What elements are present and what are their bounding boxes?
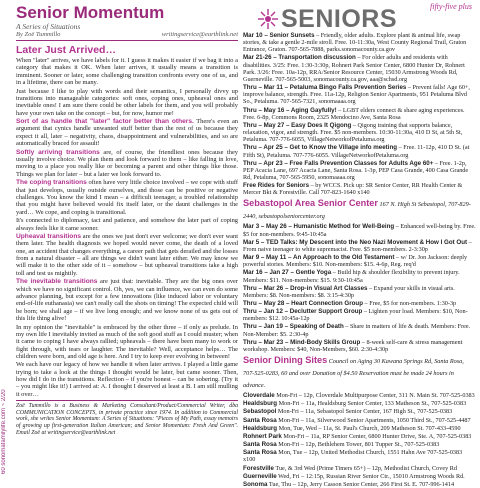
event-title: Thru – May 27 – Easy Does It Qigong (243, 121, 352, 129)
article-paragraph (16, 324, 238, 361)
column-title: Senior Momentum (16, 3, 165, 22)
event-title: Mar 21-26 – Transportation discussion (243, 54, 356, 62)
events-list (243, 32, 476, 196)
column-byline (16, 31, 238, 41)
dining-heading (243, 355, 476, 391)
event-title: Rohnert Park (243, 432, 282, 440)
article-title: Later Just Arrived… (16, 44, 116, 56)
event-details: – LGBT elders connect & share aging experiences. Free. 6-8p, Commons Room, 2325 Mendocino Ave, Santa Rosa (243, 106, 465, 121)
event-details: Mon-Fri – 11a, Healdsburg Senior Center, 133 Matheson St., 707-525-0383 (277, 400, 467, 408)
paragraph-text: We each have our legacy of how we handle it when later arrives. I played a little game trying to take a look at the things I thought would be later, but came sooner. Then, how did I do in the transitions. Reflection – if you're honest – can be sobering. (Try it – you might like it!) I arrived at: A. I thought I deserved at least a B. I am still mulling it over… (16, 361, 238, 398)
event-title: Thru – Mar 23 – Mind-Body Skills Group (243, 338, 361, 346)
event-details: – Lighten your load. Members: $10, Non-members: $12. 10:45a-12p (243, 308, 468, 323)
event-title: Thru – Apr 25 – Get to Know the Village info meeting (243, 144, 398, 152)
event-title: Forestville (243, 464, 274, 472)
event-title: Healdsburg (243, 424, 278, 432)
event-item (243, 308, 476, 322)
article-paragraph (16, 361, 238, 398)
article-paragraph (16, 233, 238, 277)
paragraph-text: Just because I like to play with words and their semantics, I personally divvy up transitions into manageable categories: soft ones, coping ones, upheaval ones and inevitable ones! I am sure there could be other labels for them, and you will probably have your own take on the concept – but, for now, humor me! (16, 87, 238, 117)
event-item (243, 32, 476, 53)
event-details: – Free. 11-12p, 410 D St. (at Fifth St), Petaluma. 707-776-6055. VillageNetworkofPetaluma.org (243, 144, 470, 159)
event-title: Cloverdale (243, 392, 275, 400)
paragraph-text: are the ones we just don't ever welcome; we don't ever want them later. The health diagnosis we hoped would never come, the death of a loved one, an accident that changes everything, a career path that gets derailed and the losses from a natural disaster – all are things we didn't want later either. We may know we will make it to the other side of it – somehow – but upheaval transitions take a high toll and test us mightily. (16, 233, 238, 277)
paragraph-text: It's connected to diplomacy, tact and patience, and somehow the later part of coping always feels like it came sooner. (16, 217, 238, 232)
event-details: Mon-Fri – 11a, Sebastopol Senior Center, 167 High St., 707-525-0383 (276, 408, 453, 416)
event-item (243, 269, 476, 283)
event-details: – w/ Dr. Jon Jackson: deeply powerful stories. Members: $10. Non-members: $15. 4-6p, Reg. req'd (243, 254, 468, 269)
event-item (243, 392, 476, 399)
seniors-header (243, 2, 476, 32)
event-title: Santa Rosa (243, 416, 277, 424)
event-item (243, 481, 476, 488)
event-title: Thru – Mar 11 – Petaluma Bingo Falls Prevention Series (243, 84, 407, 92)
event-details: – Qigong training that supports balance, relaxation, vigor, and strength. Free. $5 non-members. 10:30-11:30a, 410 D St, at 5th St, Petaluma. 707-776-6055, VillageNetworkofPetaluma.org (243, 121, 463, 144)
paragraph-text: are just that: inevitable. They are the big ones over which we have no significant control. Oh, yes, we can influence, we can even do some advance planning, but except for a few innovations (like induced labor or voluntary end-of-life euthanasia) we can't really call the shots on timing! The expected child will be born; we shall age – if we live long enough; and we know none of us gets out of this life thing alive! (16, 278, 238, 322)
event-details: Mon, Tue, Wed – 11a, St. Paul's Church, 209 Matheson St. 707-433-4590 (277, 424, 461, 432)
article-paragraph (16, 179, 238, 216)
event-title: Thru – Jan 19 – Speaking of Death (243, 323, 344, 331)
event-item (243, 84, 476, 105)
event-details: – Prevent falls! Age 60+, improve balance, strength. Free. 11a-12p, Religion Senior Apartments, 951 Petaluma Blvd So., Petaluma. 707-565-7321, sonomaaaa.org (243, 84, 470, 106)
article-paragraph (16, 57, 238, 86)
paragraph-text: When "later" arrives, we have labels for it. I guess it makes it easier if we bag it into a category that makes it OK. When later arrives, it usually means a transition is imminent. Sooner or later, some challenging transition confronts every one of us, and in a lifetime, there can be many. (16, 57, 238, 87)
event-title: Sebastopol (243, 408, 277, 416)
article-body (16, 57, 238, 398)
event-details: Tue, Thu – 12p, Jerry Casson Senior Center, 266 First St. E. 707-996-1414 (267, 480, 455, 488)
event-item (243, 254, 476, 268)
event-title: Santa Rosa (243, 449, 277, 457)
event-item (243, 433, 476, 440)
event-item (243, 400, 476, 407)
event-title: Thru – Apr 23 – Free Falls Prevention Classes for Adults Age 60+ (243, 159, 434, 167)
paragraph-text: are, of course, the friendliest ones because they usually involve choice. We plan them and look forward to them – like falling in love, moving to a place you really like or becoming a parent and other things like those. Things we plan for later – but a later we look forward to. (16, 148, 238, 178)
event-title: Mar 16 – Jan 27 – Gentle Yoga (243, 269, 332, 277)
event-details: Mon-Fri – 12p, Bethlehem Tower, 801 Tupper St., 707-525-0383 (276, 441, 440, 449)
event-title: Thru – Mar 26 – Drop-in Visual Art Classes (243, 284, 368, 292)
event-details: – Enhanced well-being by. Free. $5 for non-members. 9:45-10:45a (243, 223, 476, 238)
event-details: Mon-Fri – 12p, Cloverdale Multipurpose Center, 311 N. Main St. 707-525-0383 (274, 392, 475, 400)
paragraph-text: There's even an argument that cynics handle unwanted stuff better than the rest of us because they expect it all, later – negativity, chaos, disappointment and vulnerabilities, and so are automatically braced for assault! (16, 118, 239, 148)
event-item (243, 323, 476, 337)
event-item (243, 473, 476, 480)
event-item (243, 417, 476, 424)
event-item (243, 144, 476, 158)
event-title: Mar 9 – May 11 – An Approach to the Old Testament (243, 254, 395, 262)
author-email[interactable]: writingservice@earthlink.net (161, 31, 238, 38)
page-edge-strip (0, 0, 12, 480)
paragraph-text: often have very little choice involved – we cope with stuff that just develops, usually outside ourselves, and those can be positive or negative challenges. You know the kind I mean – a difficult teenager, a troubled relationship that you might have believed would fix itself later, or the daunt challenges in the yard… We cope, and coping is transitional. (16, 179, 238, 216)
event-item (243, 285, 476, 299)
event-item (243, 441, 476, 448)
event-title: Mar 3 – May 26 – Humanistic Method for Well-Being (243, 223, 395, 231)
event-title: Mar 10 – Senior Sunsets (243, 32, 315, 39)
author-bio: Zoë Tummillo is a Business & Marketing Consultant/Product/Commercial Writer, dba COMMUNICATION CONCEPTS, in private practice since 1974. In addition to Commercial work, she writes Senior Momentum: A Series of Situations: "Pieces of My Path, essay memoirs of growing up first-generation Italian American; and Senior Momentum: Fresh And Green". Email Zoë at writingservice@earthlink.net (16, 400, 238, 436)
article-paragraph (16, 88, 238, 117)
event-details: Mon-Fri – 11a, Silverwood Senior Apartments, 1050 Third St., 707-525-4487 (276, 416, 471, 424)
dining-sites-list (243, 392, 476, 488)
event-item (243, 223, 476, 237)
paragraph-lead: Sort of as handle that "later" factor better than others. (16, 118, 194, 126)
paragraph-lead: Softly arriving transitions (16, 148, 100, 156)
event-item (243, 425, 476, 432)
event-details: – Friendly, older adults. Explore plant & animal life, swap stories, & take a gentle 2-mile stroll. Free. 10-11:30a, West County Regional Trail, Graton Entrance, Graton. 707-565-7888, parks.sonomacounty.ca.gov (243, 32, 467, 54)
article-paragraph (16, 149, 238, 178)
event-item (243, 408, 476, 415)
sebastopol-heading (243, 198, 476, 222)
event-details: Mon, Tue – 12p, United Methodist Church, 1551 Hahn Ave 707-525-0383 x100 (243, 449, 463, 464)
event-item (243, 339, 476, 353)
age-tagline: fifty-five plus (430, 2, 472, 11)
paragraph-text: In my opinion the "inevitable" is embraced by the other three – if only as prelude. In my own life I inevitably invited as much of the soft good stuff as I could muster; when it came to coping I have always rallied; upheavals – there have been many to work or fight through, with tears or laughter. The inevitable? Well, acceptance helps… The children were born, and old age is here. And I try to keep ever evolving in between! (16, 323, 238, 360)
event-title: Thru – May 28 – Heart Connection Group (243, 300, 363, 307)
sebastopol-events-list (243, 223, 476, 353)
article-paragraph (16, 217, 238, 232)
article-paragraph (16, 278, 238, 322)
article-paragraph (16, 118, 238, 147)
event-title: Guerneville (243, 472, 277, 480)
event-item (243, 107, 476, 121)
seniors-heading: SENIORS (281, 5, 398, 33)
event-details: – From naive teenager to white supremacist. Free. $5 non-members. 2-3:30p (243, 238, 472, 253)
paragraph-lead: Upheaval transitions (16, 233, 82, 241)
sunburst-icon (257, 8, 279, 30)
sebastopol-title: Sebastopol Area Senior Center (243, 198, 378, 209)
event-item (243, 239, 476, 253)
event-details: – 8-week self-care & stress management workshop. Members: $40, Non-Members, $60. 2:30-4:30p (243, 338, 463, 353)
dining-note: Council on Aging 30 Kawana Springs Rd, Santa Rosa, 707-525-0283, 60 and over Donation of $4.50 Reservation must be made 24 hours in advance. (243, 358, 464, 390)
event-details: – Build hip & shoulder flexibility to prevent injury. Members: $11. Non-members: $15. 9:30-10:45a (243, 269, 460, 284)
dining-title: Senior Dining Sites (243, 355, 328, 366)
paragraph-lead: The coping transitions (16, 179, 87, 187)
event-title: Healdsburg (243, 400, 278, 408)
senior-momentum-column (16, 4, 238, 476)
event-item (243, 182, 476, 196)
event-details: Mon-Fri – 11a, RP Senior Center, 6800 Hunter Drive, Ste. A, 707-525-0383 (281, 432, 472, 440)
event-title: Free Rides for Seniors (243, 182, 310, 190)
event-details: Wed, Fri – 12:15p, Russian River Senior Ctr., 15010 Armstrong Woods Rd. (276, 472, 465, 480)
author-name: By Zoë Tummillo (16, 31, 61, 38)
column-subtitle: A Series of Situations (16, 22, 81, 31)
paragraph-lead: The inevitable transitions (16, 278, 98, 286)
event-details: – by WCCS. Pick up: SR Senior Center, RR Health Center & Mercer Bkt & Forestville. Call 707-823-1640 x140 (243, 182, 463, 197)
event-title: Mar 5 – TED Talks: My Descent into the Neo Nazi Movement & How I Got Out (243, 238, 468, 246)
page-footer-text: 60 sonomafamilylife.com ~ 2/20 (1, 389, 7, 474)
seniors-calendar (243, 2, 476, 488)
event-details: Tue, & 3rd Wed (Prime Timers 65+) – 12p, Methodist Church, Covey Rd (273, 464, 457, 472)
event-item (243, 160, 476, 181)
sebastopol-address: 167 N. High St Sebastopol, 707-829-2440, sebastopolseniorcenter.org (243, 201, 471, 221)
event-details: – Free. 1-2p, PEP Acacia Lane, 697 Acacia Lane, Santa Rosa. 1-3p, PEP Casa Grande, 400 Casa Grande Rd, Petaluma, 707-565-5950, sonomaaaa.org (243, 159, 469, 181)
event-item (243, 300, 476, 307)
event-details: – For older adults and residents with disabilities. 3/25: Free. 1:30-3:30p, Rohnert Park Senior Center, 6800 Hunter Dr, Rohnert Park. 3/26: Free. 10a-12p, RRA/Senior Resource Center, 15030 Armstrong Woods Rd, Guerneville. 707-565-5003, sonomacounty.ca.gov, aaa@schsd.org (243, 54, 465, 83)
event-title: Thru – May 16 – Aging Gayfully! (243, 106, 337, 114)
event-item (243, 449, 476, 463)
event-item (243, 54, 476, 83)
event-title: Santa Rosa (243, 441, 277, 449)
event-title: Sonoma (243, 480, 268, 488)
event-details: – Expand your skills in visual arts. Members: $8. Non-members: $8. 3:15-4:30p (243, 284, 455, 299)
event-details: – Free, $5 for non-members. 1:30-3p (363, 300, 457, 307)
event-details: – Share in matters of life & death. Members: Free. Non-Member: $5. 2:30-4p (243, 323, 471, 338)
event-item (243, 465, 476, 472)
event-item (243, 122, 476, 143)
event-title: Thru – Jan 12 – Declutter Support Group (243, 308, 363, 316)
